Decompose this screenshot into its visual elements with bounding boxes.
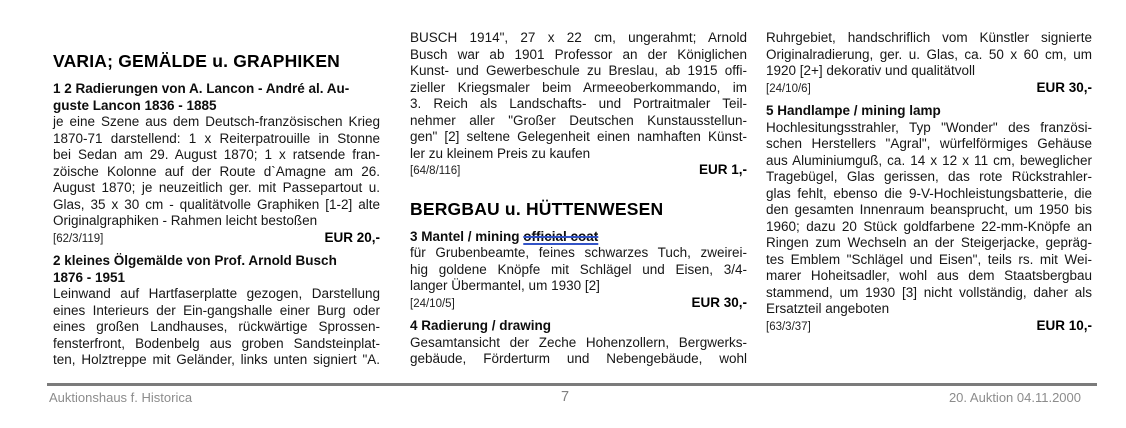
lot-5-price: EUR 10,- bbox=[1036, 317, 1092, 333]
text-line: Gesamtansicht der Zeche Hohenzollern, Bergwerks- bbox=[410, 334, 747, 350]
lot-1-title bbox=[53, 81, 380, 114]
lot-2-ref-row bbox=[410, 162, 747, 180]
text-line: eines großen Landhauses, rückwärtige Sprossen- bbox=[53, 319, 380, 334]
text-line: hig goldene Knöpfe mit Schlägel und Eisen, 3/4- bbox=[410, 261, 747, 277]
section-heading-varia: VARIA; GEMÄLDE u. GRAPHIKEN bbox=[53, 51, 341, 71]
lot-3-title bbox=[410, 229, 747, 246]
lot-3-title-strikethrough: official coat bbox=[523, 228, 599, 244]
lot-5-ref-row bbox=[766, 318, 1092, 336]
lot-1-catalog-ref: [62/3/119] bbox=[53, 232, 104, 245]
lot-5-catalog-ref: [63/3/37] bbox=[766, 320, 811, 333]
text-line: Ringen zum Wechseln an der Steigerjacke, gepräg- bbox=[766, 235, 1092, 250]
text-line: fensterfront, Bodenbelg aus groben Sandsteinplat- bbox=[53, 335, 380, 351]
lot-5-title: 5 Handlampe / mining lamp bbox=[766, 103, 941, 118]
text-line: Glas, 35 x 30 cm - qualitätvolle Graphiken [1-2] alte bbox=[53, 196, 380, 212]
lot-4-description-continued bbox=[766, 30, 1092, 80]
section-heading-bergbau: BERGBAU u. HÜTTENWESEN bbox=[410, 198, 664, 219]
text-line: stammend, um 1930 [3] nicht vollständig, daher als bbox=[766, 284, 1092, 300]
text-line: nehmer aller "Großer Deutschen Kunstausstellun- bbox=[410, 112, 747, 128]
footer-auction-info: 20. Auktion 04.11.2000 bbox=[948, 390, 1081, 405]
text-line: 1 2 Radierungen von A. Lancon - André al. Au- bbox=[53, 81, 350, 96]
lot-4-title: 4 Radierung / drawing bbox=[410, 318, 552, 333]
lot-4-catalog-ref: [24/10/6] bbox=[766, 82, 811, 95]
text-line: 1870-71 darstellend: 1 x Reiterpatrouille in Stonne bbox=[53, 130, 380, 146]
text-line: tes Emblem "Schlägel und Eisen", teils rs. mit Wei- bbox=[766, 251, 1092, 267]
footer-page-number: 7 bbox=[560, 389, 570, 405]
lot-4-price: EUR 30,- bbox=[1036, 79, 1092, 95]
text-line: Ruhrgebiet, handschriflich vom Künstler signierte bbox=[766, 30, 1092, 45]
text-line: für Grubenbeamte, feines schwarzes Tuch, zweirei- bbox=[410, 245, 747, 260]
lot-4-ref-row bbox=[766, 80, 1092, 98]
catalog-column-3 bbox=[766, 30, 1092, 335]
text-line: ten, Holztreppe mit Geländer, links unten signiert "A. bbox=[53, 352, 380, 367]
text-line: 2 kleines Ölgemälde von Prof. Arnold Busch bbox=[53, 253, 337, 268]
text-line: Leinwand auf Hartfaserplatte gezogen, Darstellung bbox=[53, 286, 380, 301]
lot-2-price: EUR 1,- bbox=[698, 162, 747, 177]
text-line: 1960; dazu 20 Stück goldfarbene 22-mm-Knöpfe an bbox=[766, 218, 1092, 234]
text-line: bei Sedan am 29. August 1870; 1 x ratsende fran- bbox=[53, 147, 380, 162]
lot-2-title bbox=[53, 253, 380, 286]
footer-divider bbox=[47, 383, 1097, 386]
text-line: August 1870; je neuzeitlich ger. mit Passepartout u. bbox=[53, 180, 380, 195]
lot-5-description bbox=[766, 120, 1092, 318]
lot-3-catalog-ref: [24/10/5] bbox=[410, 297, 455, 310]
text-line: gebäude, Förderturm und Nebengebäude, wohl bbox=[410, 351, 747, 366]
lot-1-ref-row bbox=[53, 230, 380, 248]
text-line: Tragebügel, Glas gerissen, das rote Rückstrahler- bbox=[766, 169, 1092, 184]
lot-3-description bbox=[410, 245, 747, 295]
footer-publisher: Auktionshaus f. Historica bbox=[49, 390, 193, 405]
text-line: guste Lancon 1836 - 1885 bbox=[53, 97, 217, 113]
lot-1-price: EUR 20,- bbox=[324, 229, 380, 245]
text-line: 1876 - 1951 bbox=[53, 269, 126, 285]
text-line: 3. Reich als Landschafts- und Portraitmaler Teil- bbox=[410, 96, 747, 111]
text-line: Kunst- und Gewerbeschule zu Breslau, ab 1915 offi- bbox=[410, 63, 747, 78]
text-line: zieller Kriegsmaler beim Armeeoberkommando, im bbox=[410, 79, 747, 95]
text-line: 1920 [2+] dekorativ und qualitätvoll bbox=[766, 63, 976, 78]
text-line: langer Übermantel, um 1930 [2] bbox=[410, 278, 600, 293]
text-line: zöische Kolonne auf der Route d`Amagne am 26. bbox=[53, 163, 380, 179]
text-line: Ersatzteil angeboten bbox=[766, 301, 890, 316]
text-line: den gesamten Innenraum beansprucht, um 1950 bis bbox=[766, 202, 1092, 217]
lot-3-title-text: 3 Mantel / mining bbox=[410, 228, 524, 244]
lot-3-ref-row bbox=[410, 295, 747, 313]
lot-3-price: EUR 30,- bbox=[691, 294, 747, 310]
page-footer bbox=[49, 390, 1081, 405]
text-line: Originalgraphiken - Rahmen leicht bestoßen bbox=[53, 213, 318, 228]
text-line: ler zu kleinem Preis zu kaufen bbox=[410, 145, 591, 161]
lot-1-description bbox=[53, 114, 380, 230]
text-line: Hochlesitungsstrahler, Typ "Wonder" des französi- bbox=[766, 119, 1092, 135]
text-line: Originalradierung, ger. u. Glas, ca. 50 x 60 cm, um bbox=[766, 46, 1092, 62]
text-line: marer Hoheitsadler, wohl aus dem Staatsbergbau bbox=[766, 268, 1092, 283]
text-line: eines Interieurs der Ein-gangshalle einer Burg oder bbox=[53, 302, 380, 318]
lot-2-catalog-ref: [64/8/116] bbox=[410, 165, 461, 177]
text-line: je eine Szene aus dem Deutsch-französischen Krieg bbox=[53, 114, 380, 129]
lot-4-description bbox=[410, 335, 747, 368]
catalog-column-2 bbox=[410, 30, 747, 368]
text-line: gen" [2] seltene Gelegenheit einen namhaften Künst- bbox=[410, 129, 747, 144]
text-line: BUSCH 1914", 27 x 22 cm, ungerahmt; Arnold bbox=[410, 30, 747, 45]
lot-2-description bbox=[53, 286, 380, 369]
text-line: glas fehlt, ebenso die 9-V-Hochleistungsbatterie, die bbox=[766, 185, 1092, 201]
catalog-column-1 bbox=[53, 30, 380, 369]
lot-2-description-continued bbox=[410, 30, 747, 162]
text-line: aus Aluminiumguß, ca. 14 x 12 x 11 cm, beweglicher bbox=[766, 152, 1092, 168]
text-line: schen Herstellers "Agral", würfelförmiges Gehäuse bbox=[766, 136, 1092, 151]
text-line: Busch war ab 1901 Professor an der Königlichen bbox=[410, 46, 747, 62]
